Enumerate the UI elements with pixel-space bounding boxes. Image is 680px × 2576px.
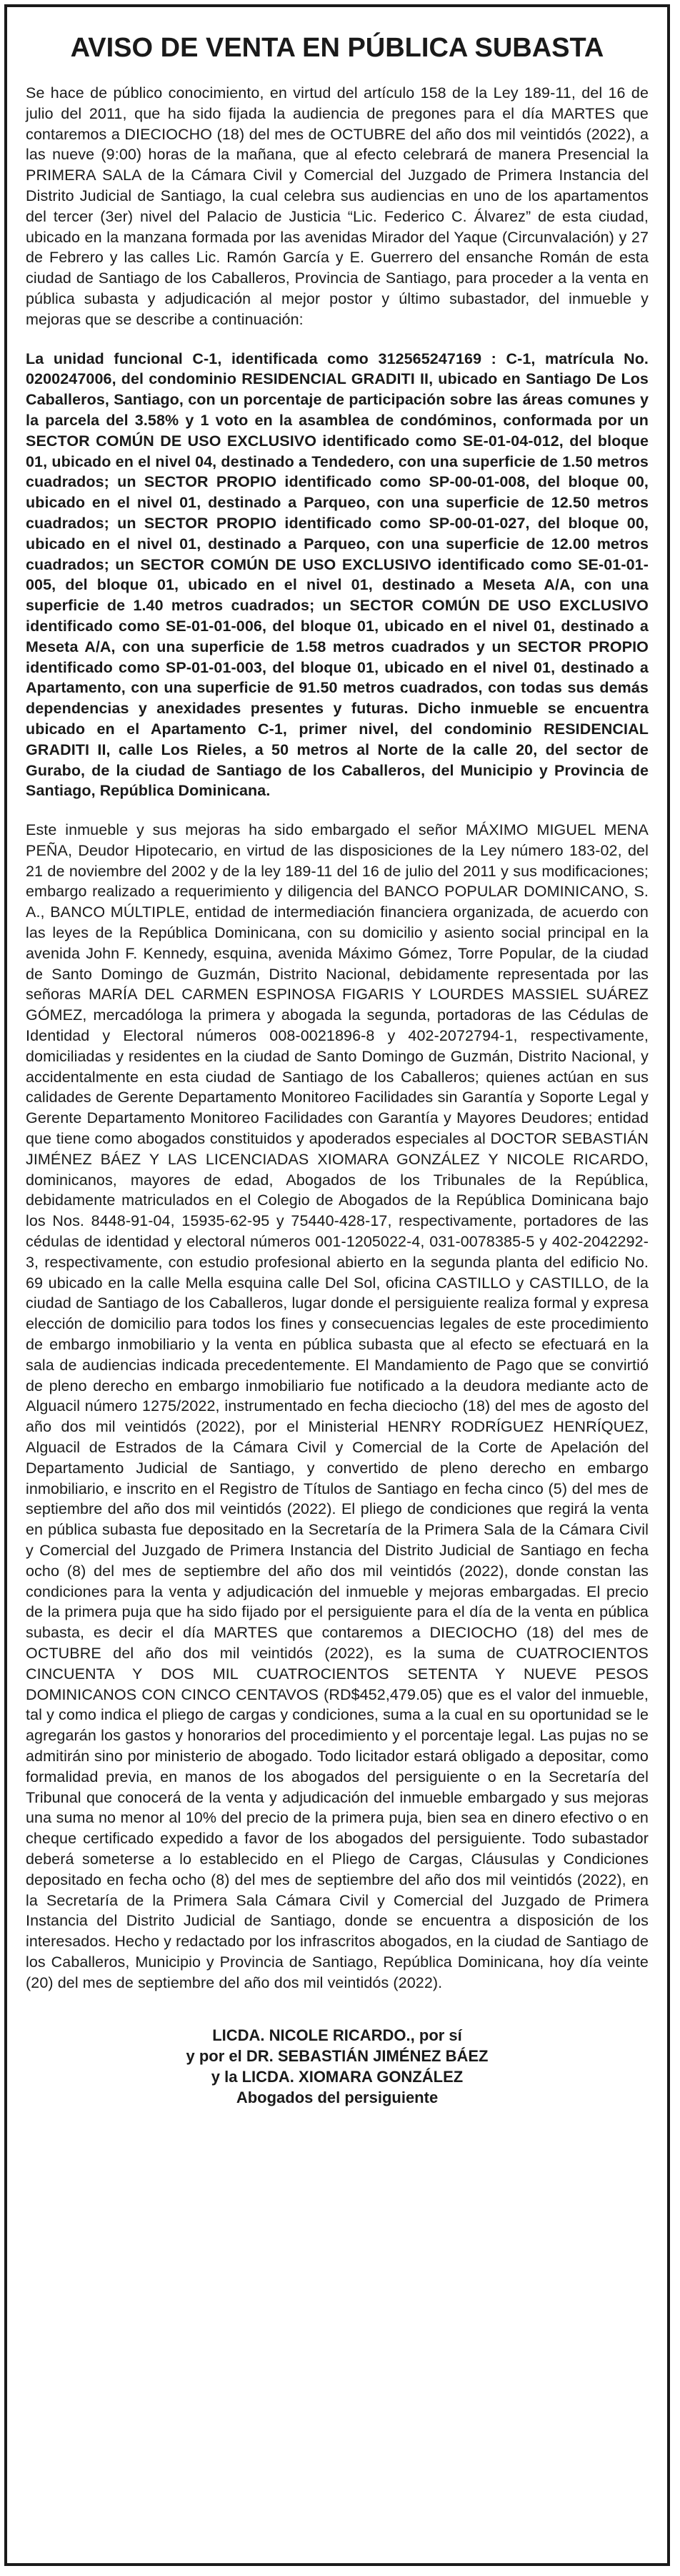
signature-role: Abogados del persiguiente	[236, 2088, 439, 2106]
signature-line: y la LICDA. XIOMARA GONZÁLEZ	[211, 2067, 464, 2086]
public-auction-notice	[4, 4, 670, 2566]
notice-title: AVISO DE VENTA EN PÚBLICA SUBASTA	[70, 33, 604, 63]
seizure-details-paragraph: Este inmueble y sus mejoras ha sido embargado el señor MÁXIMO MIGUEL MENA PEÑA, Deudor Hipotecario, en virtud de las disposiciones de la Ley número 183-02, del 21 de noviembre del 2002 y de la ley 189-11 del 16 de julio del 2011 y sus modificaciones; embargo realizado a requerimiento y diligencia del BANCO POPULAR DOMINICANO, S. A., BANCO MÚLTIPLE, entidad de intermediación financiera organizada, de acuerdo con las leyes de la República Dominicana, con su domicilio y asiento social principal en la avenida John F. Kennedy, esquina, avenida Máximo Gómez, Torre Popular, de la ciudad de Santo Domingo de Guzmán, Distrito Nacional, debidamente representada por las señoras MARÍA DEL CARMEN ESPINOSA FIGARIS Y LOURDES MASSIEL SUÁREZ GÓMEZ, mercadóloga la primera y abogada la segunda, portadoras de las Cédulas de Identidad y Electoral números 008-0021896-8 y 402-2072794-1, respectivamente, domiciliadas y residentes en la ciudad de Santo Domingo de Guzmán, Distrito Nacional, y accidentalmente en esta ciudad de Santiago de los Caballeros; quienes actúan en sus calidades de Gerente Departamento Monitoreo Facilidades sin Garantía y Soporte Legal y Gerente Departamento Monitoreo Facilidades con Garantía y Mayores Deudores; entidad que tiene como abogados constituidos y apoderados especiales al DOCTOR SEBASTIÁN JIMÉNEZ BÁEZ Y LAS LICENCIADAS XIOMARA GONZÁLEZ Y NICOLE RICARDO, dominicanos, mayores de edad, Abogados de los Tribunales de la República, debidamente matriculados en el Colegio de Abogados de la República Dominicana bajo los Nos. 8448-91-04, 15935-62-95 y 75440-428-17, respectivamente, portadores de las cédulas de identidad y electoral números 001-1205022-4, 031-0078385-5 y 402-2042292-3, respectivamente, con estudio profesional abierto en la segunda planta del edificio No. 69 ubicado en la calle Mella esquina calle Del Sol, oficina CASTILLO y CASTILLO, de la ciudad de Santiago de los Caballeros, lugar donde el persiguiente realiza formal y expresa elección de domicilio para todos los fines y consecuencias legales de este procedimiento de embargo inmobiliario y la venta en pública subasta que al efecto se efectuará en la sala de audiencias indicada precedentemente. El Mandamiento de Pago que se convirtió de pleno derecho en embargo inmobiliario fue notificado a la deudora mediante acto de Alguacil número 1275/2022, instrumentado en fecha dieciocho (18) del mes de agosto del año dos mil veintidós (2022), por el Ministerial HENRY RODRÍGUEZ HENRÍQUEZ, Alguacil de Estrados de la Cámara Civil y Comercial de la Corte de Apelación del Departamento Judicial de Santiago, y convertido de pleno derecho en embargo inmobiliario, e inscrito en el Registro de Títulos de Santiago en fecha cinco (5) del mes de septiembre del año dos mil veintidós (2022). El pliego de condiciones que regirá la venta en pública subasta fue depositado en la Secretaría de la Primera Sala de la Cámara Civil y Comercial del Juzgado de Primera Instancia del Distrito Judicial de Santiago en fecha ocho (8) del mes de septiembre del año dos mil veintidós (2022), donde constan las condiciones para la venta y adjudicación del inmueble y mejoras embargadas. El precio de la primera puja que ha sido fijado por el persiguiente para el día de la venta en pública subasta, es decir el día MARTES que contaremos a DIECIOCHO (18) del mes de OCTUBRE del año dos mil veintidós (2022), es la suma de CUATROCIENTOS CINCUENTA Y DOS MIL CUATROCIENTOS SETENTA Y NUEVE PESOS DOMINICANOS CON CINCO CENTAVOS (RD$452,479.05) que es el valor del inmueble, tal y como indica el pliego de cargas y condiciones, suma a la cual en su oportunidad se le agregarán los gastos y honorarios del procedimiento y el porcentaje legal. Las pujas no se admitirán sino por ministerio de abogado. Todo licitador estará obligado a depositar, como formalidad previa, en manos de los abogados del persiguiente o en la Secretaría del Tribunal que conocerá de la venta y adjudicación del inmueble embargado y sus mejoras una suma no menor al 10% del precio de la primera puja, bien sea en dinero efectivo o en cheque certificado expedido a favor de los abogados del persiguiente. Todo subastador deberá someterse a lo establecido en el Pliego de Cargas, Cláusulas y Condiciones depositado en fecha ocho (8) del mes de septiembre del año dos mil veintidós (2022), en la Secretaría de la Primera Sala Cámara Civil y Comercial del Juzgado de Primera Instancia del Distrito Judicial de Santiago, donde se encuentra a disposición de los interesados. Hecho y redactado por los infrascritos abogados, en la ciudad de Santiago de los Caballeros, Municipio y Provincia de Santiago, República Dominicana, hoy día veinte (20) del mes de septiembre del año dos mil veintidós (2022).	[26, 821, 649, 1991]
signature-line: y por el DR. SEBASTIÁN JIMÉNEZ BÁEZ	[186, 2046, 489, 2065]
property-description-paragraph: La unidad funcional C-1, identificada como 312565247169 : C-1, matrícula No. 0200247006, del condominio RESIDENCIAL GRADITI II, ubicado en Santiago De Los Caballeros, Santiago, con un porcentaje de participación sobre las áreas comunes y la parcela del 3.58% y 1 voto en la asamblea de condóminos, conformada por un SECTOR COMÚN DE USO EXCLUSIVO identificado como SE-01-04-012, del bloque 01, ubicado en el nivel 04, destinado a Tendedero, con una superficie de 1.50 metros cuadrados; un SECTOR PROPIO identificado como SP-00-01-008, del bloque 00, ubicado en el nivel 01, destinado a Parqueo, con una superficie de 12.50 metros cuadrados; un SECTOR PROPIO identificado como SP-00-01-027, del bloque 00, ubicado en el nivel 01, destinado a Parqueo, con una superficie de 12.00 metros cuadrados; un SECTOR COMÚN DE USO EXCLUSIVO identificado como SE-01-01-005, del bloque 01, ubicado en el nivel 01, destinado a Meseta A/A, con una superficie de 1.40 metros cuadrados; un SECTOR COMÚN DE USO EXCLUSIVO identificado como SE-01-01-006, del bloque 01, ubicado en el nivel 01, destinado a Meseta A/A, con una superficie de 1.58 metros cuadrados y un SECTOR PROPIO identificado como SP-01-01-003, del bloque 01, ubicado en el nivel 01, destinado a Apartamento, con una superficie de 91.50 metros cuadrados, con todas sus demás dependencias y anexidades presentes y futuras. Dicho inmueble se encuentra ubicado en el Apartamento C-1, primer nivel, del condominio RESIDENCIAL GRADITI II, calle Los Rieles, a 50 metros al Norte de la calle 20, del sector de Gurabo, de la ciudad de Santiago de los Caballeros, del Municipio y Provincia de Santiago, República Dominicana.	[26, 350, 649, 800]
notice-intro-paragraph: Se hace de público conocimiento, en virtud del artículo 158 de la Ley 189-11, del 16 de julio del 2011, que ha sido fijada la audiencia de pregones para el día MARTES que contaremos a DIECIOCHO (18) del mes de OCTUBRE del año dos mil veintidós (2022), a las nueve (9:00) horas de la mañana, que al efecto celebrará de manera Presencial la PRIMERA SALA de la Cámara Civil y Comercial del Juzgado de Primera Instancia del Distrito Judicial de Santiago, la cual celebra sus audiencias en uno de los apartamentos del tercer (3er) nivel del Palacio de Justicia “Lic. Federico C. Álvarez” de esta ciudad, ubicado en la manzana formada por las avenidas Mirador del Yaque (Circunvalación) y 27 de Febrero y las calles Lic. Ramón García y E. Guerrero del ensanche Román de esta ciudad de Santiago de los Caballeros, Provincia de Santiago, para proceder a la venta en pública subasta y adjudicación al mejor postor y último subastador, del inmueble y mejoras que se describe a continuación:	[26, 84, 649, 328]
signature-block	[26, 2025, 649, 2108]
signature-line: LICDA. NICOLE RICARDO., por sí	[212, 2026, 462, 2044]
